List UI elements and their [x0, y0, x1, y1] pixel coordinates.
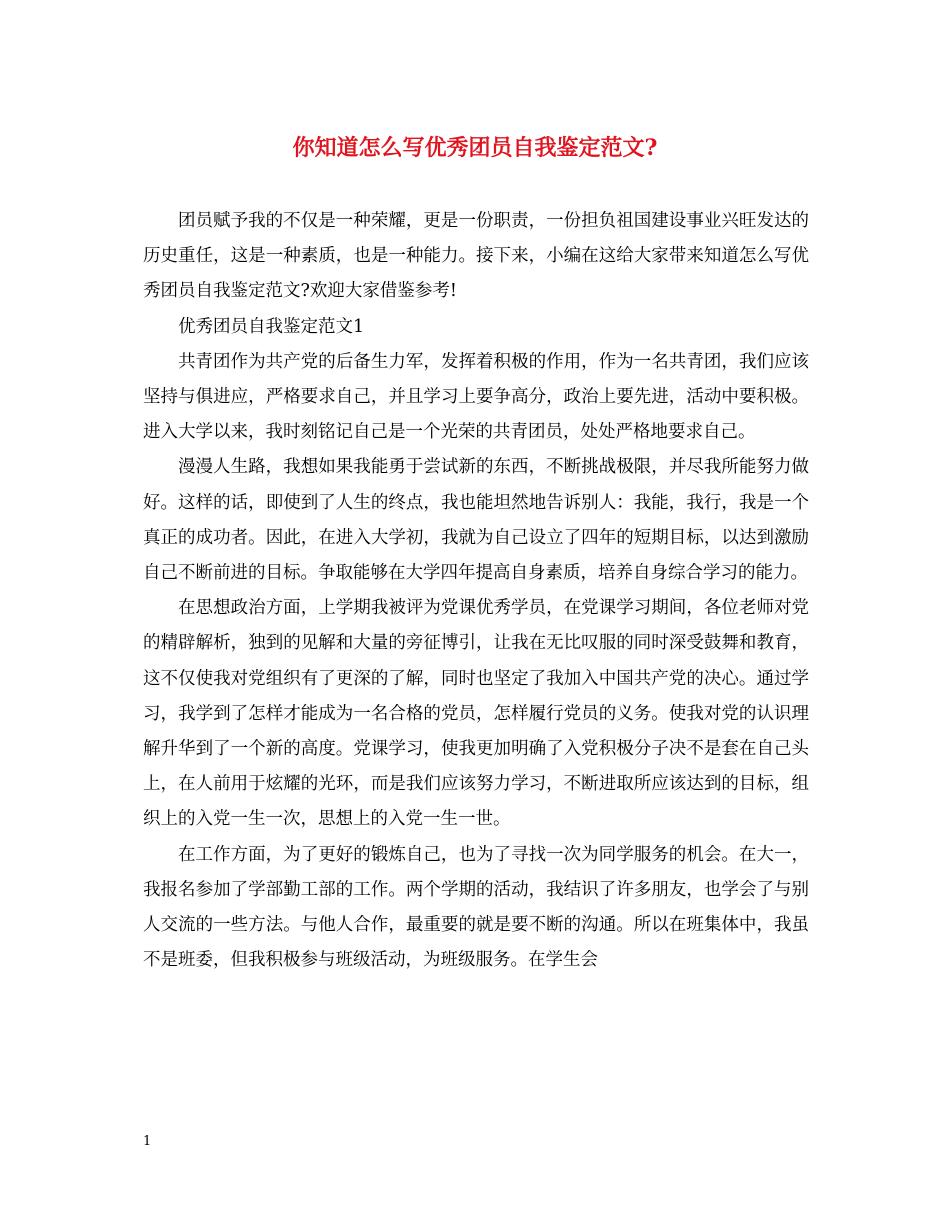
paragraph: 漫漫人生路，我想如果我能勇于尝试新的东西，不断挑战极限，并尽我所能努力做好。这样的话，即使到了人生的终点，我也能坦然地告诉别人：我能，我行，我是一个真正的成功者。因此，在进入大学初，我就为自己设立了四年的短期目标，以达到激励自己不断前进的目标。争取能够在大学四年提高自身素质，培养自身综合学习的能力。 [143, 457, 809, 584]
paragraph-intro: 团员赋予我的不仅是一种荣耀，更是一份职责，一份担负祖国建设事业兴旺发达的历史重任，这是一种素质，也是一种能力。接下来，小编在这给大家带来知道怎么写优秀团员自我鉴定范文?欢迎大家借鉴参考! [143, 211, 809, 302]
document-title: 你知道怎么写优秀团员自我鉴定范文? [292, 135, 658, 161]
document-body [143, 204, 809, 978]
section-heading: 优秀团员自我鉴定范文1 [178, 316, 365, 337]
paragraph: 在工作方面，为了更好的锻炼自己，也为了寻找一次为同学服务的机会。在大一，我报名参加了学部勤工部的工作。两个学期的活动，我结识了许多朋友，也学会了与别人交流的一些方法。与他人合作，最重要的就是要不断的沟通。所以在班集体中，我虽不是班委，但我积极参与班级活动，为班级服务。在学生会 [143, 844, 809, 971]
paragraph: 共青团作为共产党的后备生力军，发挥着积极的作用，作为一名共青团，我们应该坚持与俱进应，严格要求自己，并且学习上要争高分，政治上要先进，活动中要积极。进入大学以来，我时刻铭记自己是一个光荣的共青团员，处处严格地要求自己。 [143, 351, 809, 443]
paragraph: 在思想政治方面，上学期我被评为党课优秀学员，在党课学习期间，各位老师对党的精辟解析，独到的见解和大量的旁征博引，让我在无比叹服的同时深受鼓舞和教育，这不仅使我对党组织有了更深的了解，同时也坚定了我加入中国共产党的决心。通过学习，我学到了怎样才能成为一名合格的党员，怎样履行党员的义务。使我对党的认识理解升华到了一个新的高度。党课学习，使我更加明确了入党积极分子决不是套在自己头上，在人前用于炫耀的光环，而是我们应该努力学习，不断进取所应该达到的目标，组织上的入党一生一次，思想上的入党一生一世。 [143, 598, 809, 830]
page-number: 1 [143, 1134, 152, 1149]
